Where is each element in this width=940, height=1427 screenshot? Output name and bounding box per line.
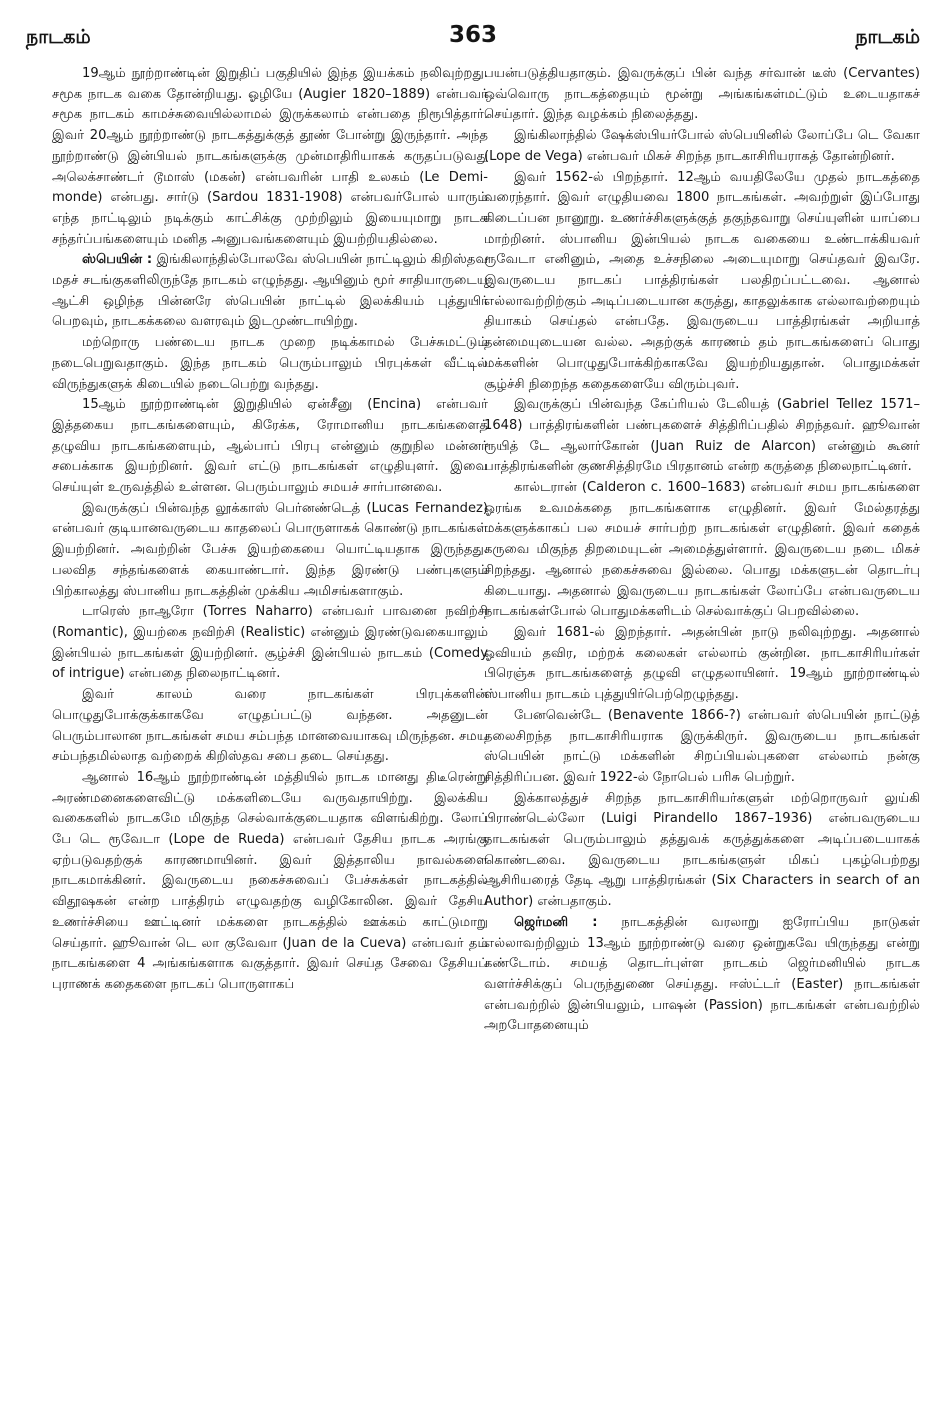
- paragraph-text: இவருக்குப் பின்வந்த கேப்ரியல் டேலியத் (Gabriel Tellez 1571–1648) பாத்திரங்களின் பண்புகளைச் சித்திரிப்பதில் சிறந்தவர். ஹூவான் ரூயித் டே ஆலார்கோன் (Juan Ruiz de Alarcon) என்னும் கூனர் பாத்திரங்களின் குணசித்திரமே பிரதானம் என்ற கருத்தை நிலைநாட்டினர்.: [484, 397, 920, 475]
- paragraph-text: 15ஆம் நூற்றாண்டின் இறுதியில் ஏன்சீனு (Encina) என்பவர் இத்தகைய நாடகங்களையும், கிரேக்க, ரோமானிய நாடகங்களைத் தழுவிய நாடகங்களையும், ஆல்பாப் பிரபு என்னும் குறுநில மன்னர் சபைக்காக இயற்றினர். இவர் எட்டு நாடகங்கள் எழுதியுளர். இவை செய்யுள் உருவத்தில் உள்ளன. பெரும்பாலும் சமயச் சார்பானவை.: [52, 397, 488, 496]
- page-number: 363: [448, 22, 497, 48]
- paragraph: [484, 126, 920, 167]
- paragraph-text: இவர் காலம் வரை நாடகங்கள் பிரபுக்களின் பொழுதுபோக்குக்காகவே எழுதப்பட்டு வந்தன. அதனுடன் பெரும்பாலான நாடகங்கள் சமய சம்பந்த மானவையாகவு மிருந்தன. சமய சம்பந்தமில்லாத வற்றைக் கிறிஸ்தவ சபை தடை செய்தது.: [52, 687, 488, 765]
- paragraph: [52, 685, 488, 768]
- paragraph-text: பேனவென்டே (Benavente 1866-?) என்பவர் ஸ்பெயின் நாட்டுத் தலைசிறந்த நாடகாசிரியராக இருக்கிருர். இவருடைய நாடகங்கள் ஸ்பெயின் நாட்டு மக்களின் சிறப்பியல்புகளை எல்லாம் நன்கு சித்திரிப்பன. இவர் 1922-ல் நோபெல் பரிசு பெற்றுர்.: [484, 707, 920, 785]
- paragraph-text: இவர் 1681-ல் இறந்தார். அதன்பின் நாடு நலிவுற்றது. அதனால் ஓவியம் தவிர, மற்றக் கலைகள் எல்லாம் குன்றின. நாடகாசிரியர்கள் பிரெஞ்சு நாடகங்களைத் தழுவி எழுதலாயினர். 19ஆம் நூற்றாண்டில் ஸ்பானிய நாடகம் புத்துயிர்பெற்றெழுந்தது.: [484, 624, 920, 703]
- paragraph-text: டாரெஸ் நாஆரோ (Torres Naharro) என்பவர் பாவனை நவிற்சி (Romantic), இயற்கை நவிற்சி (Realistic) என்னும் இரண்டுவகையாலும் இன்பியல் நாடகங்கள் இயற்றினர். சூழ்ச்சி இன்பியல் நாடகம் (Comedy of intrigue) என்பதை நிலைநாட்டினர்.: [52, 604, 488, 682]
- running-head-left: நாடகம்: [26, 26, 91, 48]
- paragraph-text: இவர் 1562-ல் பிறந்தார். 12ஆம் வயதிலேயே முதல் நாடகத்தை வரைந்தார். இவர் எழுதியவை 1800 நாடகங்கள். அவற்றுள் இப்போது கிடைப்பன நானூறு. உணர்ச்சிகளுக்குத் தகுந்தவாறு செய்யுளின் யாப்பை மாற்றினர். ஸ்பானிய இன்பியல் நாடக வகையை உண்டாக்கியவர் ரூவேடா எனினும், அதை உச்சநிலை அடையுமாறு செய்தவர் இவரே. இவருடைய நாடகப் பாத்திரங்கள் பலதிறப்பட்டவை. ஆனால் எல்லாவற்றிற்கும் அடிப்படையான கருத்து, காதலுக்காக எல்லாவற்றையும் தியாகம் செய்தல் என்பதே. இவருடைய பாத்திரங்கள் அறியாத் தன்மையுடையன வல்ல. அதற்குக் காரணம் தம் நாடகங்களைப் பொது மக்களின் பொழுதுபோக்கிற்காகவே இயற்றியதுதான். பொதுமக்கள் சூழ்ச்சி நிறைந்த கதைகளையே விரும்புவர்.: [484, 169, 920, 392]
- paragraph: [52, 64, 488, 250]
- paragraph: [484, 478, 920, 623]
- paragraph: [52, 395, 488, 499]
- paragraph-text: 19ஆம் நூற்றாண்டின் இறுதிப் பகுதியில் இந்த இயக்கம் நலிவுற்றது. சமூக நாடக வகை தோன்றியது. ஓழியே (Augier 1820–1889) என்பவர் சமூக நாடகம் காமச்சுவையில்லாமல் இருக்கலாம் என்பதை நிரூபித்தார். இவர் 20ஆம் நூற்றாண்டு நாடகத்துக்குத் தூண் போன்று இருந்தார். அந்த நூற்றாண்டு இன்பியல் நாடகங்களுக்கு முன்மாதிரியாகக் கருதப்படுவது அலெக்சாண்டர் டூமாஸ் (மகன்) என்பவரின் பாதி உலகம் (Le Demi-monde) என்பது. சார்டு (Sardou 1831-1908) என்பவர்போல் யாரும் எந்த நாட்டிலும் நடிக்கும் காட்சிக்கு முற்றிலும் இயையுமாறு நாடக சந்தர்ப்பங்களையும் மனித அனுபவங்களையும் இயற்றியதில்லை.: [52, 66, 488, 247]
- paragraph-text: இங்கிலாந்தில்போலவே ஸ்பெயின் நாட்டிலும் கிறிஸ்தவ மதச் சடங்குகளிலிருந்தே நாடகம் எழுந்தது. ஆயினும் மூர் சாதியாருடைய ஆட்சி ஒழிந்த பின்னரே ஸ்பெயின் நாட்டில் இலக்கியம் புத்துயிர் பெறவும், நாடகக்கலை வளரவும் இடமுண்டாயிற்று.: [52, 252, 488, 330]
- paragraph: [484, 395, 920, 478]
- paragraph-text: மற்றொரு பண்டைய நாடக முறை நடிக்காமல் பேச்சுமட்டும் நடைபெறுவதாகும். இந்த நாடகம் பெரும்பாலும் பிரபுக்கள் வீட்டில் விருந்துகளுக் கிடையில் நடைபெற்று வந்தது.: [52, 335, 488, 392]
- paragraph: [484, 913, 920, 1037]
- paragraph: [52, 768, 488, 996]
- paragraph-text: பயன்படுத்தியதாகும். இவருக்குப் பின் வந்த சர்வான் டீஸ் (Cervantes) ஒவ்வொரு நாடகத்தையும் மூன்று அங்கங்கள்மட்டும் உடையதாகச் செய்தார். இந்த வழக்கம் நிலைத்தது.: [484, 66, 920, 123]
- page-header: [26, 22, 920, 56]
- paragraph: [52, 602, 488, 685]
- paragraph: [484, 789, 920, 913]
- paragraph: [484, 623, 920, 706]
- paragraph-text: இவருக்குப் பின்வந்த லூக்காஸ் பெர்னண்டெத் (Lucas Fernandez) என்பவர் குடியானவருடைய காதலைப் பொருளாகக் கொண்டு நாடகங்கள் இயற்றினர். அவற்றின் பேச்சு இயற்கையை யொட்டியதாக இருந்தது. பலவித சந்தங்களைக் கையாண்டார். இந்த இரண்டு பண்புகளும் பிற்காலத்து ஸ்பானிய நாடகத்தின் முக்கிய அமிசங்களாகும்.: [52, 500, 488, 599]
- right-column: [484, 64, 920, 1414]
- paragraph-text: ஆனால் 16ஆம் நூற்றாண்டின் மத்தியில் நாடக மானது திடீரென்று அரண்மனைகளைவிட்டு மக்களிடையே வருவதாயிற்று. இலக்கிய வகைகளில் நாடகமே மிகுந்த செல்வாக்குடையதாக விளங்கிற்று. லோப் பே டெ ரூவேடா (Lope de Rueda) என்பவர் தேசிய நாடக அரங்கு ஏற்படுவதற்குக் காரணமாயினர். இவர் இத்தாலிய நாவல்களை நாடகமாக்கினர். இவருடைய நகைச்சுவைப் பேச்சுக்கள் நாடகத்தில் விதூஷகன் என்ற பாத்திரம் எழுவதற்கு வழிகோலின. இவர் தேசிய உணர்ச்சியை ஊட்டினர் மக்களை நாடகத்தில் ஊக்கம் காட்டுமாறு செய்தார். ஹூவான் டெ லா குவேவா (Juan de la Cueva) என்பவர் தம் நாடகங்களை 4 அங்கங்களாக வகுத்தார். இவர் செய்த சேவை தேசியப் புராணக் கதைகளை நாடகப் பொருளாகப்: [52, 769, 488, 992]
- paragraph: [484, 64, 920, 126]
- paragraph: [52, 250, 488, 333]
- paragraph: [484, 706, 920, 789]
- paragraph-text: நாடகத்தின் வரலாறு ஐரோப்பிய நாடுகள் எல்லாவற்றிலும் 13ஆம் நூற்றாண்டு வரை ஒன்றுகவே யிருந்தது என்று கண்டோம். சமயத் தொடர்புள்ள நாடகம் ஜெர்மனியில் நாடக வளர்ச்சிக்குப் பெருந்துணை செய்தது. ஈஸ்ட்டர் (Easter) நாடகங்கள் என்பவற்றில் இன்பியலும், பாஷன் (Passion) நாடகங்கள் என்பவற்றில் அறபோதனையும்: [484, 914, 920, 1034]
- paragraph: [52, 333, 488, 395]
- paragraph-text: கால்டரான் (Calderon c. 1600–1683) என்பவர் சமய நாடகங்களை ஓரங்க உவமக்கதை நாடகங்களாக எழுதினர். இவர் மேல்தரத்து மக்களுக்காகப் பல சமயச் சார்பற்ற நாடகங்கள் எழுதினர். இவர் கதைக் கருவை மிகுந்த திறமையுடன் அமைத்துள்ளார். இவருடைய நடை மிகச் சிறந்தது. ஆனால் நகைச்சுவை இல்லை. பொது மக்களுடன் தொடர்பு கிடையாது. அதனால் இவருடைய நாடகங்கள் லோப்பே என்பவருடைய நாடகங்கள்போல் பொதுமக்களிடம் செல்வாக்குப் பெறவில்லை.: [484, 480, 920, 620]
- paragraph-text: இங்கிலாந்தில் ஷேக்ஸ்பியர்போல் ஸ்பெயினில் லோப்பே டெ வேகா (Lope de Vega) என்பவர் மிகச் சிறந்த நாடகாசிரியராகத் தோன்றினர்.: [484, 128, 920, 164]
- paragraph-text: இக்காலத்துச் சிறந்த நாடகாசிரியர்களுள் மற்றொருவர் லுய்கி பிராண்டெல்லோ (Luigi Pirandello 1867–1936) என்பவருடைய நாடகங்கள் பெரும்பாலும் தத்துவக் கருத்துக்களை அடிப்படையாகக் கொண்டவை. இவருடைய நாடகங்களுள் மிகப் புகழ்பெற்றது ஆசிரியரைத் தேடி ஆறு பாத்திரங்கள் (Six Characters in search of an Author) என்பதாகும்.: [484, 790, 920, 910]
- section-heading: ஜெர்மனி :: [514, 914, 598, 930]
- paragraph: [484, 168, 920, 396]
- paragraph: [52, 499, 488, 603]
- left-column: [52, 64, 488, 1414]
- running-head-right: நாடகம்: [855, 26, 920, 48]
- section-heading: ஸ்பெயின் :: [82, 252, 153, 268]
